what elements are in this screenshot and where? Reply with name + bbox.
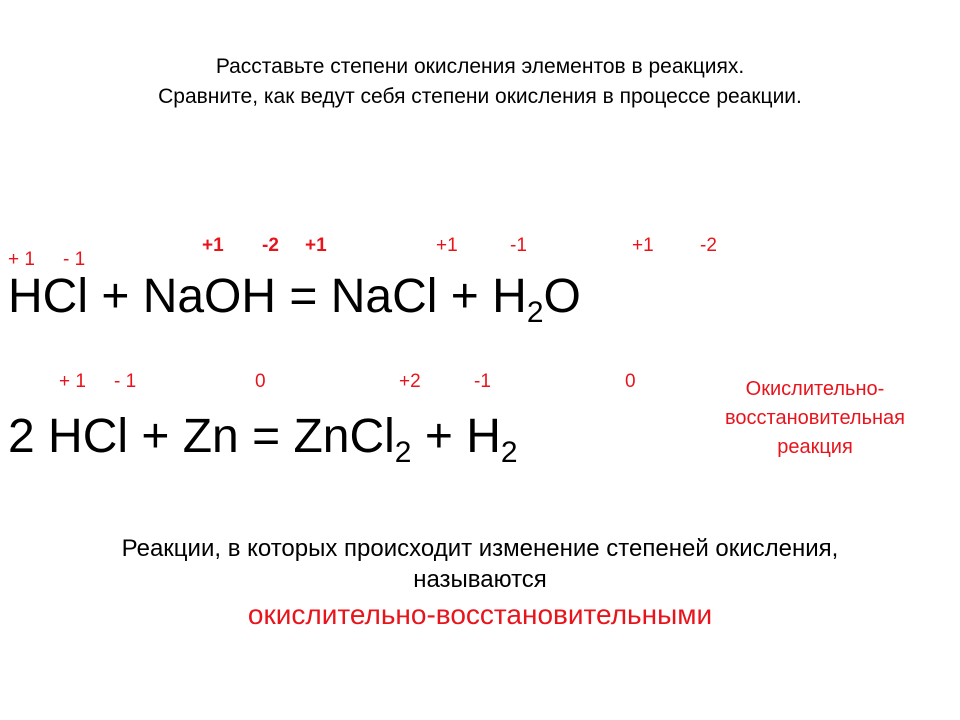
instruction-text [0, 52, 960, 112]
equation-2-part-1: 2 HCl + Zn = ZnCl [8, 410, 395, 463]
ox-state-o-naoh: -2 [262, 235, 279, 256]
definition-block [0, 533, 960, 635]
ox-state-h2: 0 [625, 371, 636, 392]
equation-1-left: HCl + NaOH = NaCl + H [8, 270, 527, 323]
ox-state-o-h2o: -2 [700, 235, 717, 256]
ox-state-h-h2o: +1 [632, 235, 654, 256]
ox-state-zn: 0 [255, 371, 266, 392]
ox-state-cl-hcl-2: - 1 [114, 371, 137, 392]
instruction-line-2: Сравните, как ведут себя степени окисления в процессе реакции. [158, 85, 802, 108]
ox-state-na-nacl: +1 [436, 235, 458, 256]
ox-state-h-hcl: + 1 [8, 249, 35, 270]
equation-2-subscript-1: 2 [394, 436, 412, 469]
ox-state-cl-zncl2: -1 [474, 371, 491, 392]
redox-reaction-label [700, 375, 930, 462]
definition-term: окислительно-восстановительными [247, 599, 713, 630]
redox-label-line-1: Окислительно- [745, 378, 885, 400]
equation-redox [8, 410, 518, 469]
equation-2-part-2: + H [411, 410, 501, 463]
ox-state-zn-zncl2: +2 [399, 371, 421, 392]
instruction-line-1: Расставьте степени окисления элементов в реакциях. [215, 55, 745, 78]
equation-neutralization [8, 270, 581, 329]
definition-line-2: называются [413, 566, 547, 593]
redox-label-line-3: реакция [777, 436, 853, 458]
ox-state-h-naoh: +1 [305, 235, 327, 256]
ox-state-na-naoh: +1 [202, 235, 224, 256]
equation-2-subscript-2: 2 [500, 436, 518, 469]
equation-1-subscript: 2 [526, 296, 544, 329]
ox-state-cl-hcl: - 1 [63, 249, 86, 270]
ox-state-cl-nacl: -1 [510, 235, 527, 256]
ox-state-h-hcl-2: + 1 [59, 371, 86, 392]
equation-1-right: O [543, 270, 581, 323]
redox-label-line-2: восстановительная [724, 407, 906, 429]
definition-line-1: Реакции, в которых происходит изменение степеней окисления, [121, 535, 839, 562]
